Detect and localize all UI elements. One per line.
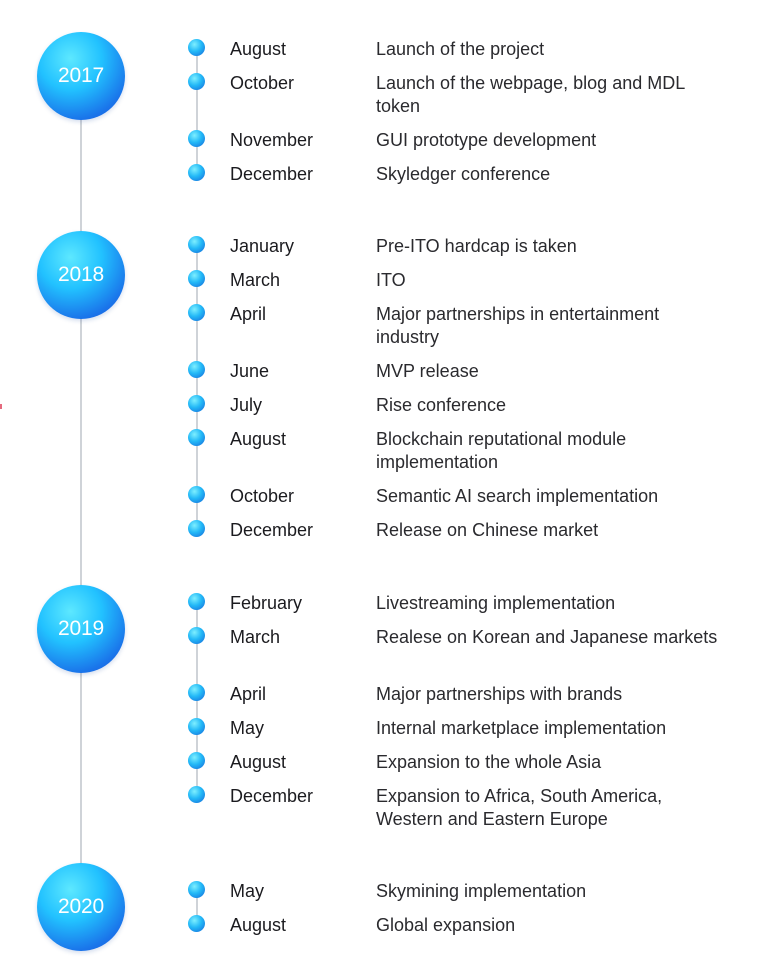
event-month: December [230, 786, 314, 806]
event-description: ITO [376, 270, 406, 290]
event-description: Major partnerships with brands [376, 684, 623, 704]
year-badge-2018 [37, 231, 125, 319]
event-month: March [230, 270, 281, 290]
event-month: August [230, 39, 287, 59]
event-month: August [230, 915, 287, 935]
event-month: December [230, 164, 314, 184]
bullet-dot-icon [188, 130, 205, 147]
event-description: Expansion to the whole Asia [376, 752, 602, 772]
year-label: 2020 [58, 895, 104, 918]
event-month: April [230, 684, 267, 704]
event-description: Internal marketplace implementation [376, 718, 667, 738]
event-month: August [230, 752, 287, 772]
year-label: 2017 [58, 64, 104, 87]
bullet-dot-icon [188, 164, 205, 181]
event-description: Rise conference [376, 395, 507, 415]
event-month: March [230, 627, 281, 647]
year-label: 2018 [58, 263, 104, 286]
edge-mark [0, 404, 2, 409]
bullet-dot-icon [188, 752, 205, 769]
bullet-dot-icon [188, 236, 205, 253]
bullet-dot-icon [188, 395, 205, 412]
bullet-dot-icon [188, 486, 205, 503]
event-description: Expansion to Africa, South America, Western and Eastern Europe [376, 786, 663, 829]
bullet-dot-icon [188, 520, 205, 537]
bullet-dot-icon [188, 270, 205, 287]
bullet-dot-icon [188, 881, 205, 898]
event-month: May [230, 881, 265, 901]
event-description: Launch of the project [376, 39, 545, 59]
event-description: Blockchain reputational module implementation [376, 429, 627, 472]
bullet-dot-icon [188, 429, 205, 446]
event-description: Pre-ITO hardcap is taken [376, 236, 577, 256]
year-timeline-rail [80, 75, 82, 910]
event-month: November [230, 130, 314, 150]
event-month: July [230, 395, 263, 415]
month-rail [196, 48, 198, 172]
event-description: Semantic AI search implementation [376, 486, 659, 506]
event-description: Global expansion [376, 915, 516, 935]
event-description: Skyledger conference [376, 164, 551, 184]
event-description: Launch of the webpage, blog and MDL token [376, 73, 685, 116]
event-month: December [230, 520, 314, 540]
bullet-dot-icon [188, 684, 205, 701]
event-month: June [230, 361, 270, 381]
year-badge-2019 [37, 585, 125, 673]
bullet-dot-icon [188, 786, 205, 803]
bullet-dot-icon [188, 304, 205, 321]
event-description: Realese on Korean and Japanese markets [376, 627, 718, 647]
bullet-dot-icon [188, 915, 205, 932]
event-description: Skymining implementation [376, 881, 587, 901]
event-month: October [230, 73, 295, 93]
event-description: MVP release [376, 361, 479, 381]
event-month: October [230, 486, 295, 506]
bullet-dot-icon [188, 39, 205, 56]
event-month: May [230, 718, 265, 738]
bullet-dot-icon [188, 718, 205, 735]
event-description: Livestreaming implementation [376, 593, 616, 613]
bullet-dot-icon [188, 361, 205, 378]
bullet-dot-icon [188, 593, 205, 610]
event-description: Release on Chinese market [376, 520, 599, 540]
year-label: 2019 [58, 617, 104, 640]
event-description: Major partnerships in entertainment industry [376, 304, 660, 347]
bullet-dot-icon [188, 73, 205, 90]
bullet-dot-icon [188, 627, 205, 644]
year-badge-2017 [37, 32, 125, 120]
event-month: August [230, 429, 287, 449]
event-description: GUI prototype development [376, 130, 597, 150]
year-badge-2020 [37, 863, 125, 951]
event-month: January [230, 236, 295, 256]
event-month: February [230, 593, 303, 613]
event-month: April [230, 304, 267, 324]
